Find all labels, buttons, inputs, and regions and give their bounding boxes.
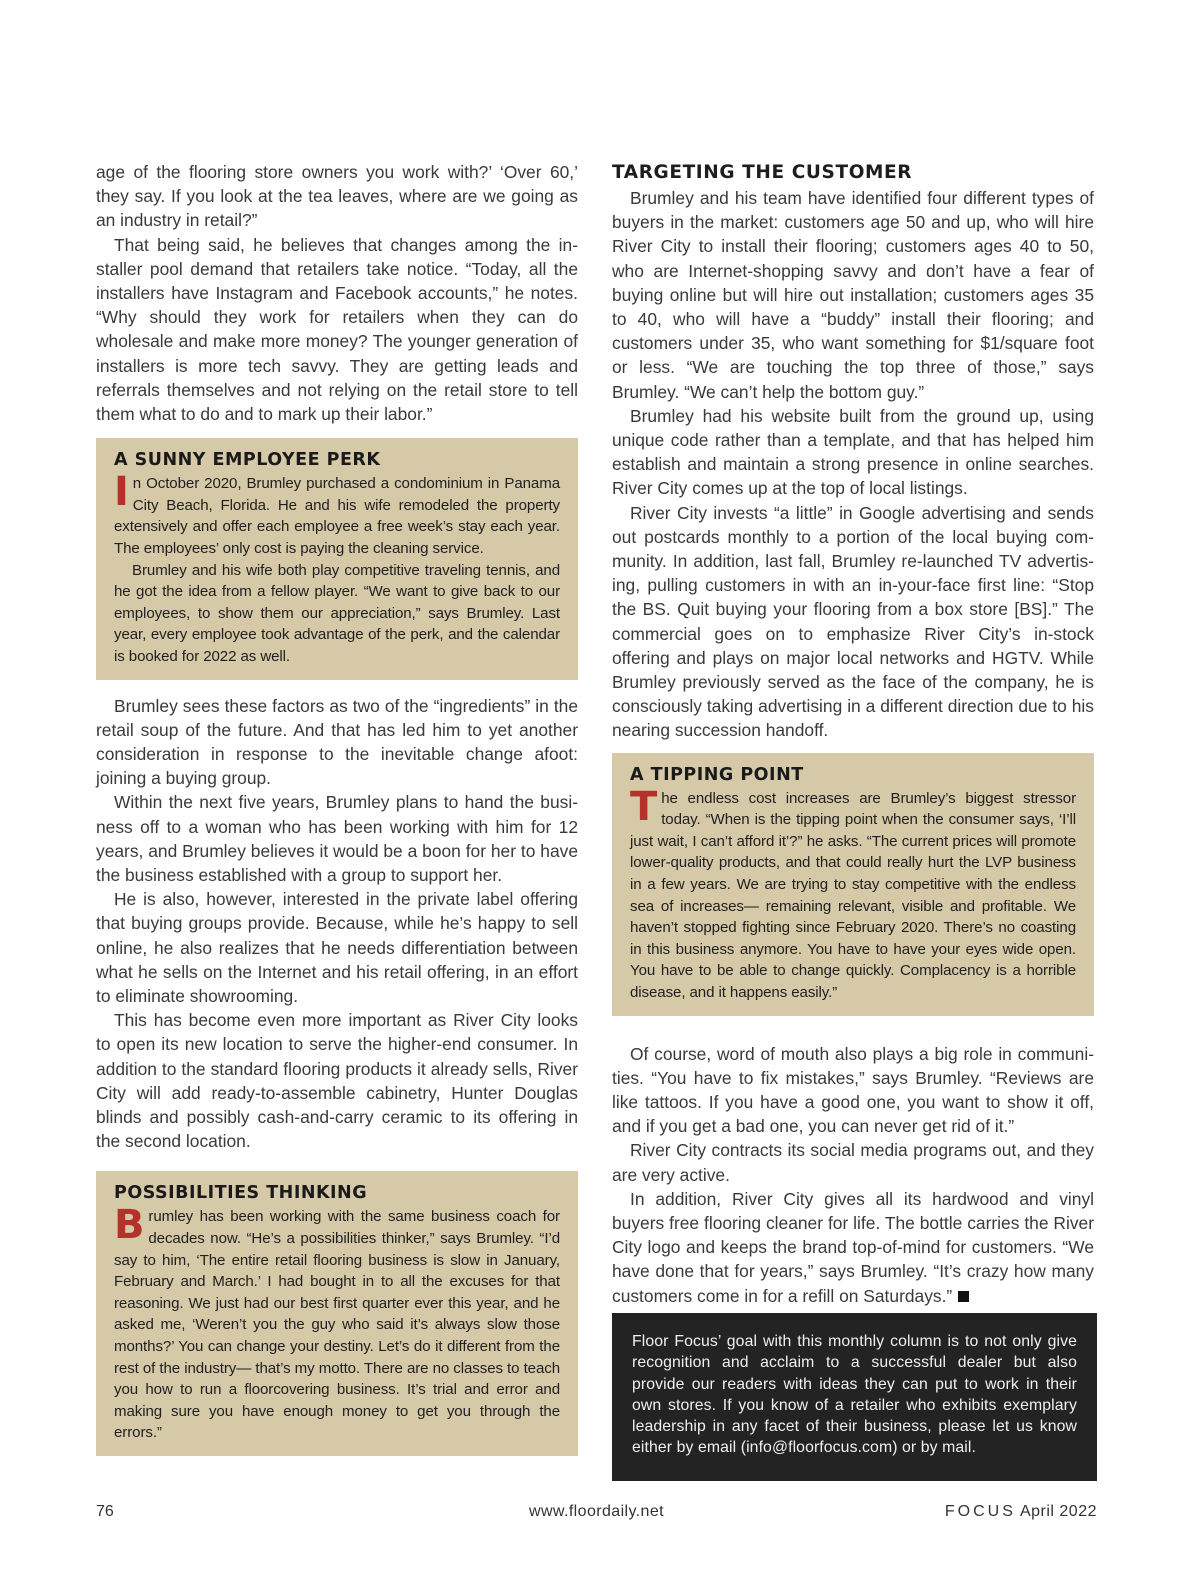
body-paragraph: Brumley and his team have identified four different types of buyers in the market: customers age 50 and up, who will hire River City to install their flooring; customers ages 40 to 50, who are Internet-shopping savvy and don’t have a fear of buying online but will hire out installation; customers ages 35 to 40, who will have a “buddy” install their flooring; and customers under 35, who want something for $1/square foot or less. “We are touching the top three of those,” says Brumley. “We can’t help the bottom guy.”	[612, 188, 1094, 402]
body-paragraph: Of course, word of mouth also plays a big role in communities. “You have to fix mistakes,” says Brumley. “Reviews are like tattoos. If you have a good one, you want to show it off, and if you get a bad one, you can never get rid of it.”	[612, 1043, 1094, 1137]
body-text: In addition, River City gives all its hardwood and vinyl buyers free flooring cleaner for life. The bottle carries the River City logo and keeps the brand top-of-mind for customers. “We have done that for years,” says Brumley. “It’s crazy how many customers come in for a refill on Saturdays.”	[612, 1188, 1094, 1306]
body-paragraph: Brumley sees these factors as two of the “ingredients” in the retail soup of the future. And that has led him to yet another consideration in response to the inevitable change afoot: joining a buying group.	[96, 695, 578, 789]
body-paragraph: This has become even more important as River City looks to open its new location to serve the higher-end consumer. In addition to the standard flooring products it already sells, River City will add ready-to-assemble cabinetry, Hunter Douglas blinds and possibly cash-and-carry ceramic to its offering in the second location.	[96, 1010, 578, 1152]
body-paragraph: Within the next five years, Brumley plans to hand the business off to a woman who has been working with him for 12 years, and Brumley believes it would be a boon for her to have the business established with a group to support her.	[96, 792, 578, 885]
website-url: www.floordaily.net	[529, 1503, 664, 1520]
sidebar-paragraph: Brumley and his wife both play competitive traveling tennis, and he got the idea from a fellow player. “We want to give back to our employees, to show them our appreciation,” says Brumley. Last year, every employee took advantage of the perk, and the calendar is booked for 2022 as well.	[114, 561, 560, 665]
sidebar-paragraph	[114, 469, 560, 559]
drop-cap: T	[630, 783, 658, 830]
sidebar-title: A SUNNY EMPLOYEE PERK	[114, 450, 381, 471]
body-paragraph: age of the flooring store owners you work with?’ ‘Over 60,’ they say. If you look at the tea leaves, where are we going as an industry in retail?”	[96, 162, 578, 231]
magazine-name: FOCUS	[944, 1503, 1016, 1520]
sidebar-title: A TIPPING POINT	[630, 764, 804, 785]
left-column	[96, 160, 578, 1466]
body-paragraph: River City contracts its social media programs out, and they are very active.	[612, 1140, 1094, 1185]
sidebar-title: POSSIBILITIES THINKING	[114, 1183, 368, 1204]
section-heading: TARGETING THE CUSTOMER	[612, 162, 913, 183]
sidebar-text: n October 2020, Brumley purchased a condominium in Panama City Beach, Florida. He and his wife remodeled the property extensively and offer each employee a free week’s stay each year. The employees’ only cost is paying the cleaning service.	[114, 475, 560, 558]
body-paragraph: River City invests “a little” in Google advertising and sends out postcards monthly to a portion of the local buying community. In addition, last fall, Brumley re-launched TV advertising, pulling customers in with an in-your-face first line: “Stop the BS. Quit buying your flooring from a box store [BS].” The commercial goes on to emphasize River City’s in-stock offering and plays on major local networks and HGTV. While Brumley previously served as the face of the company, he is consciously taking advertising in a different direction due to his nearing succession handoff.	[612, 502, 1094, 741]
body-paragraph	[612, 1187, 1094, 1308]
page-number: 76	[96, 1503, 114, 1520]
drop-cap: B	[114, 1202, 145, 1249]
sidebar-possibilities-thinking	[96, 1171, 578, 1456]
issue-date: April 2022	[1019, 1503, 1097, 1520]
drop-cap: I	[114, 469, 129, 516]
issue-label	[945, 1503, 1097, 1521]
sidebar-text: he endless cost increases are Brumley’s biggest stressor today. “When is the tipping point when the consumer says, ‘I’ll just wait, I can’t afford it’?” he asks. “The current prices will promote lower-quality products, and that could really hurt the LVP business in a few years. We are trying to stay competitive with the endless sea of increases— remaining relevant, visible and profitable. We haven’t stopped fighting since February 2020. There’s no coasting in this business anymore. You have to have your eyes wide open. You have to be able to change quickly. Complacency is a horrible disease, and it happens easily.”	[630, 789, 1076, 1002]
body-paragraph: Brumley had his website built from the ground up, using unique code rather than a template, and that has helped him establish and maintain a strong presence in online searches. River City comes up at the top of local listings.	[612, 405, 1094, 499]
right-column	[612, 160, 1094, 1308]
sidebar-employee-perk	[96, 438, 578, 679]
sidebar-paragraph	[114, 1202, 560, 1444]
page-footer	[96, 1503, 1097, 1527]
sidebar-tipping-point	[612, 753, 1094, 1016]
column-info-box	[612, 1313, 1097, 1481]
body-paragraph: He is also, however, interested in the private label offering that buying groups provide. Because, while he’s happy to sell online, he also realizes that he needs differentiation between what he sells on the Internet and his retail offering, in an effort to eliminate showrooming.	[96, 889, 578, 1007]
end-of-article-mark	[958, 1291, 969, 1302]
column-info-text: Floor Focus’ goal with this monthly column is to not only give recognition and acclaim to a successful dealer but also provide our readers with ideas they can put to work in their own stores. If you know of a retailer who exhibits exemplary leadership in any facet of their business, please let us know either by email (info@floorfocus.com) or by mail.	[632, 1333, 1077, 1457]
sidebar-paragraph	[630, 783, 1076, 1004]
body-paragraph: That being said, he believes that changes among the installer pool demand that retailers take notice. “Today, all the installers have Instagram and Facebook accounts,” he notes. “Why should they work for retailers when they can do wholesale and make more money? The younger generation of installers is more tech savvy. They are getting leads and referrals themselves and not relying on the retail store to tell them what to do and to mark up their labor.”	[96, 234, 578, 425]
sidebar-text: rumley has been working with the same business coach for decades now. “He’s a possibilities thinker,” says Brumley. “I’d say to him, ‘The entire retail flooring business is slow in January, February and March.’ I had bought in to all the excuses for that reasoning. We just had our best first quarter ever this year, and he asked me, ‘Weren’t you the guy who said it’s always slow those months?’ You can change your destiny. Let’s do it different from the rest of the industry— that’s my motto. There are no classes to teach you how to run a floorcovering business. It’s trial and error and making sure you have enough money to get you through the errors.”	[114, 1208, 560, 1442]
